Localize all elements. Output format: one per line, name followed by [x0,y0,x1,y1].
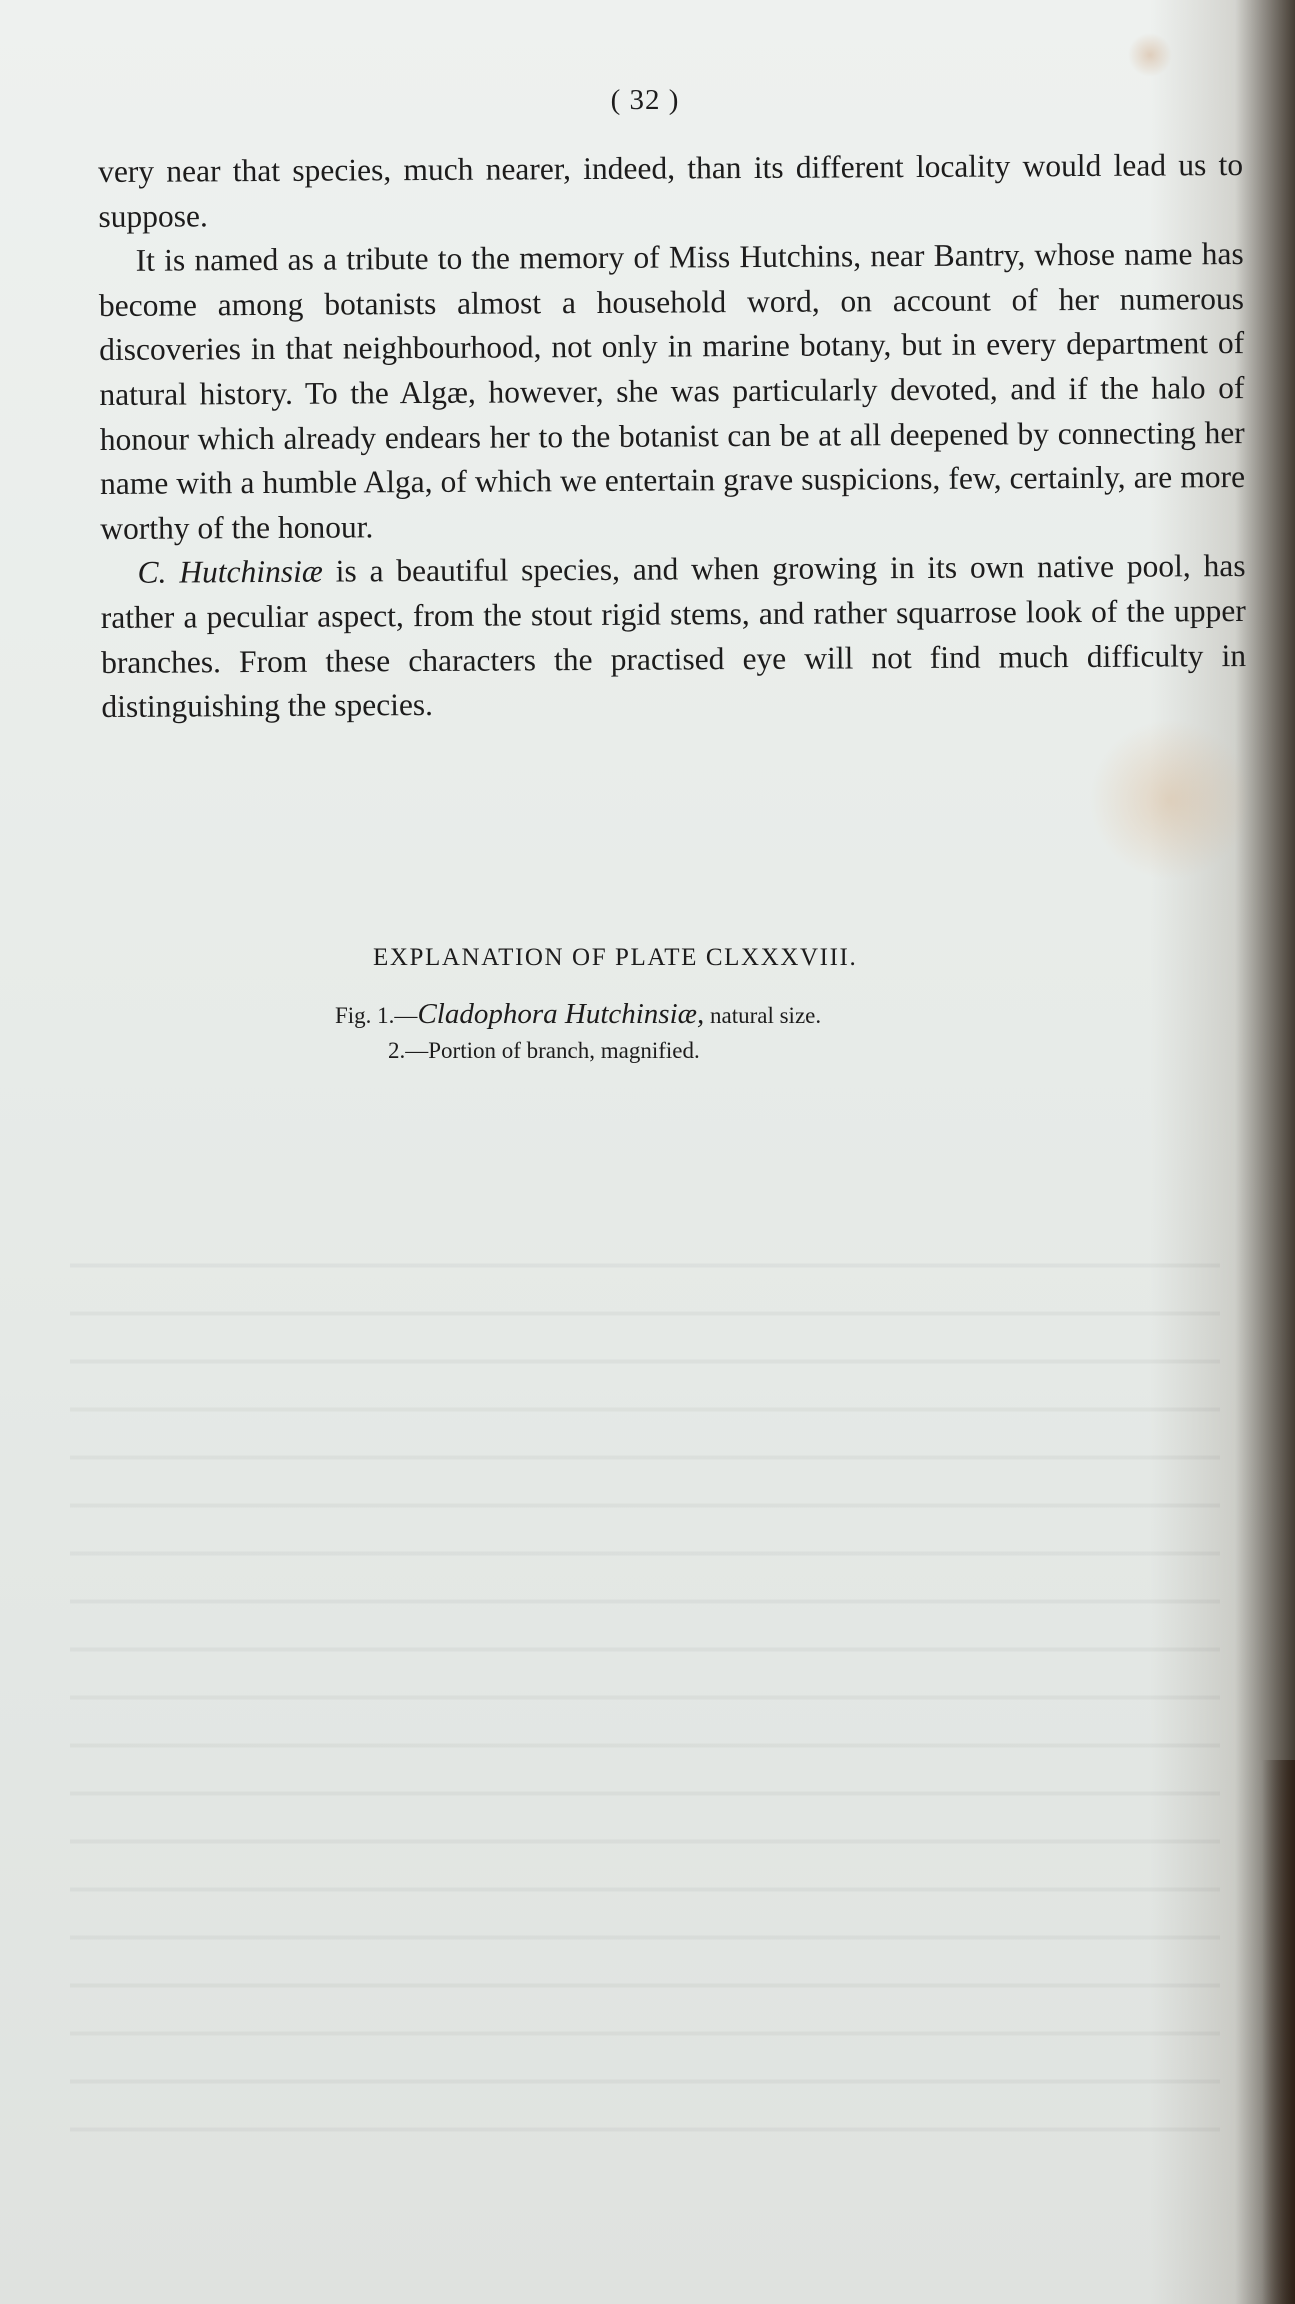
figure-1-suffix: natural size. [704,1003,822,1028]
paragraph-hutchins-tribute: It is named as a tribute to the memory of Miss Hutchins, near Bantry, whose name has become among botanists almost a household word, on account of her numerous discoveries in that neighbourhood, not only in marine botany, but in every department of natural history. To the Algæ, however, she was particularly devoted, and if the halo of honour which already endears her to the botanist can be at all deepened by connecting her name with a humble Alga, of which we entertain grave suspicions, few, certainly, are more worthy of the honour. [98,236,1246,546]
figure-2-caption: 2.—Portion of branch, magnified. [388,1038,700,1063]
paragraph-species-description [100,544,1246,729]
figure-1-caption [335,998,821,1031]
species-name: C. Hutchinsiæ [137,553,323,591]
body-text [98,143,1247,730]
page-number: ( 32 ) [610,84,680,116]
figure-1-prefix: Fig. 1.— [335,1003,418,1028]
figure-1-species: Cladophora Hutchinsiæ, [417,998,705,1030]
show-through-text [70,1230,1220,2150]
paragraph-continuation: very near that species, much nearer, indeed, than its different locality would lead us to suppose. [98,147,1244,234]
binding-shadow [1262,1760,1295,2304]
species-description-text: is a beautiful species, and when growing in its own native pool, has rather a peculiar aspect, from the stout rigid stems, and rather squarrose look of the upper branches. From these characters the practised eye will not find much difficulty in distinguishing the species. [100,548,1247,725]
plate-explanation-heading: EXPLANATION OF PLATE CLXXXVIII. [373,944,858,971]
